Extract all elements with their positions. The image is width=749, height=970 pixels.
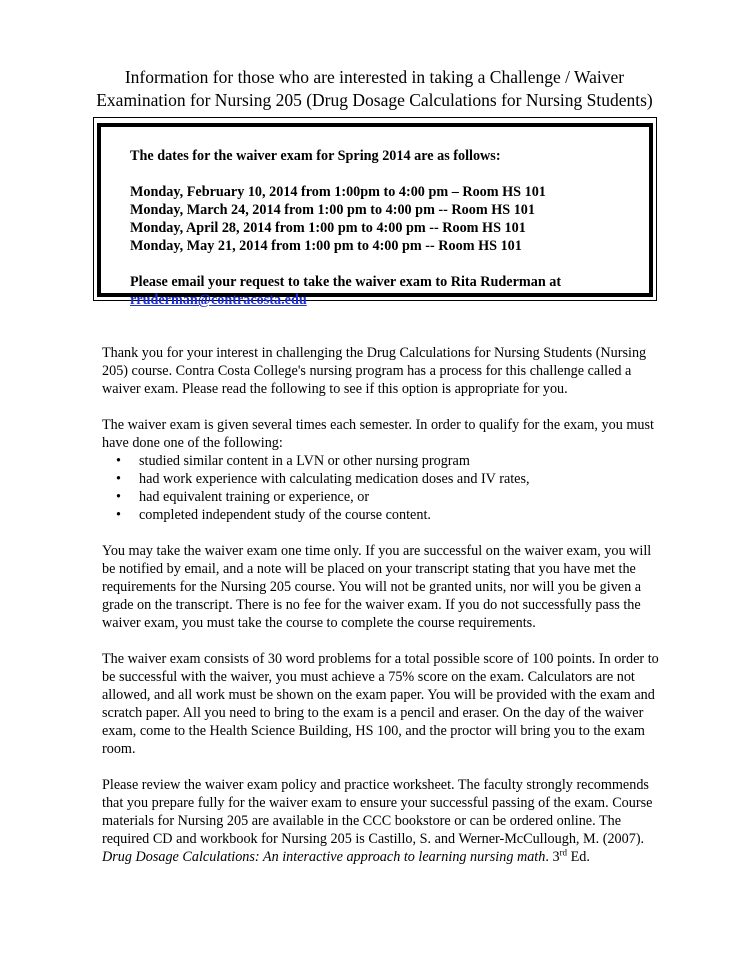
title-line-1: Information for those who are interested in taking a Challenge / Waiver (124, 67, 625, 87)
exam-date-1: Monday, February 10, 2014 from 1:00pm to 4:00 pm – Room HS 101 (130, 184, 546, 200)
list-item: • completed independent study of the course content. (116, 507, 431, 523)
exam-date-2: Monday, March 24, 2014 from 1:00 pm to 4:00 pm -- Room HS 101 (130, 202, 535, 218)
exam-format-paragraph: The waiver exam consists of 30 word problems for a total possible score of 100 points. In order to be successful with the waiver, you must achieve a 75% score on the exam. Calculators are not allowed, and all work must be shown on the exam paper. You will be provided with the exam and scratch paper. All you need to bring to the exam is a pencil and eraser. On the day of the waiver exam, come to the Health Science Building, HS 100, and the proctor will bring you to the exam room. (102, 651, 659, 757)
email-link[interactable]: rruderman@contracosta.edu (130, 292, 307, 308)
email-prompt: Please email your request to take the waiver exam to Rita Ruderman at (130, 274, 562, 290)
qualify-paragraph: The waiver exam is given several times each semester. In order to qualify for the exam, you must have done one of the following: (102, 417, 654, 451)
bullet-icon: • (116, 453, 121, 469)
bullet-icon: • (116, 471, 121, 487)
title-line-2: Examination for Nursing 205 (Drug Dosage Calculations for Nursing Students) (96, 90, 653, 110)
list-item: • had equivalent training or experience, or (116, 489, 370, 505)
spacer (130, 165, 649, 183)
qualification-list (102, 452, 662, 524)
intro-paragraph: Thank you for your interest in challenging the Drug Calculations for Nursing Students (Nursing 205) course. Contra Costa College's nursing program has a process for this challenge called a waiver exam. Please read the following to see if this option is appropriate for you. (102, 345, 647, 397)
box-heading: The dates for the waiver exam for Spring 2014 are as follows: (130, 148, 501, 164)
book-title: Drug Dosage Calculations: An interactive approach to learning nursing math (102, 849, 546, 865)
page-title (0, 66, 749, 112)
once-only-paragraph: You may take the waiver exam one time only. If you are successful on the waiver exam, you will be notified by email, and a note will be placed on your transcript stating that you have met the requirements for the Nursing 205 course. You will not be granted units, nor will you be given a grade on the transcript. There is no fee for the waiver exam. If you do not successfully pass the waiver exam, you must take the course to complete the course requirements. (102, 543, 652, 631)
exam-date-4: Monday, May 21, 2014 from 1:00 pm to 4:00 pm -- Room HS 101 (130, 238, 522, 254)
bullet-icon: • (116, 489, 121, 505)
bullet-icon: • (116, 507, 121, 523)
exam-date-3: Monday, April 28, 2014 from 1:00 pm to 4:00 pm -- Room HS 101 (130, 220, 526, 236)
review-paragraph: Please review the waiver exam policy and practice worksheet. The faculty strongly recommends that you prepare fully for the waiver exam to ensure your successful passing of the exam. Course materials for Nursing 205 are available in the CCC bookstore or can be ordered online. The required CD and workbook for Nursing 205 is Castillo, S. and Werner-McCullough, M. (2007). Drug Dosage Calculations: An interactive approach to learning nursing math. 3rd Ed. (102, 777, 653, 865)
document-body (102, 344, 662, 884)
list-item: • studied similar content in a LVN or other nursing program (116, 453, 470, 469)
spacer (130, 255, 649, 273)
exam-dates-box (97, 123, 653, 308)
list-item: • had work experience with calculating medication doses and IV rates, (116, 471, 530, 487)
